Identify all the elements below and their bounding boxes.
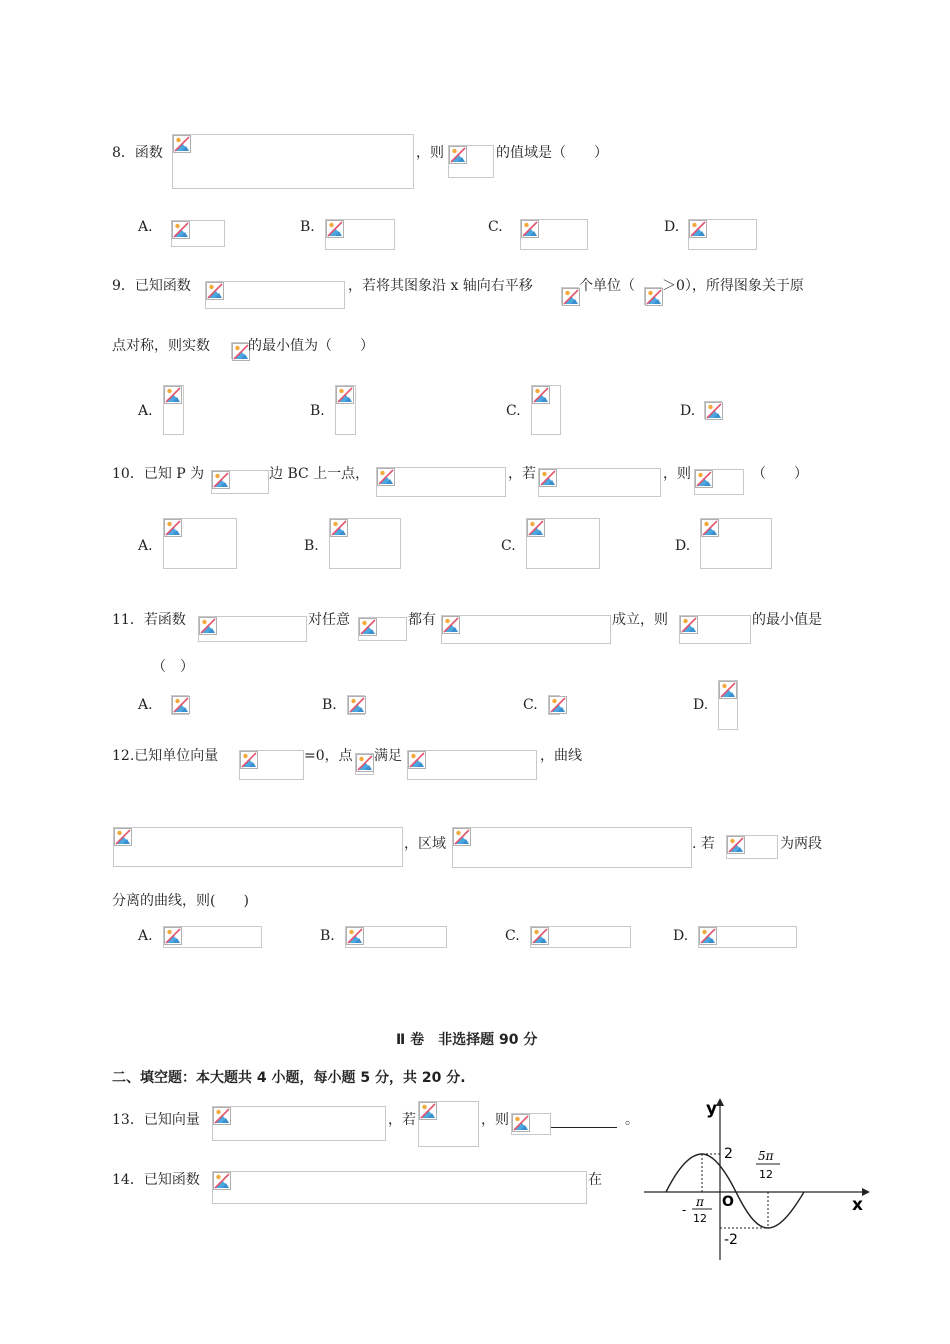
origin-label: O <box>722 1194 734 1210</box>
formula-image <box>452 827 692 868</box>
formula-image <box>418 1101 479 1147</box>
broken-image-icon <box>527 519 545 537</box>
broken-image-icon <box>512 1114 530 1132</box>
q13-text: 13．已知向量 <box>112 1112 200 1128</box>
broken-image-icon <box>701 519 719 537</box>
option-image <box>526 518 600 569</box>
formula-image <box>448 145 494 178</box>
option-image <box>520 219 588 250</box>
option-image <box>345 926 447 948</box>
answer-blank <box>551 1127 617 1128</box>
q14-text: 在 <box>588 1172 602 1188</box>
q8-prefix: 8．函数 <box>112 145 163 161</box>
broken-image-icon <box>449 146 467 164</box>
option-image <box>163 518 237 569</box>
broken-image-icon <box>336 386 354 404</box>
x-right-numerator: 5π <box>758 1149 774 1163</box>
formula-image <box>441 615 611 644</box>
broken-image-icon <box>206 282 224 300</box>
broken-image-icon <box>199 617 217 635</box>
broken-image-icon <box>727 836 745 854</box>
x-left-numerator: π <box>696 1195 704 1209</box>
broken-image-icon <box>645 288 663 306</box>
option-c: C. <box>505 928 520 944</box>
q9-text: ＞0），所得图象关于原 <box>662 278 804 294</box>
formula-image <box>212 1106 386 1141</box>
broken-image-icon <box>531 927 549 945</box>
formula-image <box>205 281 345 309</box>
option-b: B. <box>310 403 325 419</box>
option-image <box>530 926 631 948</box>
broken-image-icon <box>719 681 737 699</box>
broken-image-icon <box>562 288 580 306</box>
q12-text: ，区域 <box>404 836 446 852</box>
formula-image <box>376 467 506 497</box>
option-image <box>704 401 722 419</box>
formula-image <box>198 616 307 642</box>
q11-text: 对任意 <box>308 612 350 628</box>
q10-text: （ ） <box>752 466 808 482</box>
broken-image-icon <box>173 135 191 153</box>
formula-image <box>644 287 662 305</box>
y-max-label: 2 <box>724 1146 733 1162</box>
broken-image-icon <box>114 828 132 846</box>
option-image <box>718 680 738 730</box>
q10-text: ，则 <box>663 466 691 482</box>
option-image <box>548 695 560 715</box>
q9-text: ，若将其图象沿 x 轴向右平移 <box>348 278 533 294</box>
broken-image-icon <box>705 402 723 420</box>
option-b: B. <box>300 219 315 235</box>
formula-image <box>358 617 407 641</box>
option-image <box>163 385 184 435</box>
q9-text: 个单位（ <box>579 278 635 294</box>
option-b: B. <box>322 697 337 713</box>
broken-image-icon <box>326 220 344 238</box>
formula-image <box>694 469 744 495</box>
broken-image-icon <box>346 927 364 945</box>
option-image <box>335 385 356 435</box>
q8-suffix: 的值域是（ ） <box>496 145 608 161</box>
broken-image-icon <box>330 519 348 537</box>
broken-image-icon <box>680 616 698 634</box>
q12-text: . 若 <box>692 836 715 852</box>
formula-image <box>113 827 403 867</box>
broken-image-icon <box>164 519 182 537</box>
q12-text: 分离的曲线，则( ) <box>112 893 249 909</box>
broken-image-icon <box>549 696 567 714</box>
option-image <box>329 518 401 569</box>
q8-mid: ，则 <box>416 145 444 161</box>
option-a: A. <box>138 697 153 713</box>
broken-image-icon <box>164 927 182 945</box>
broken-image-icon <box>377 468 395 486</box>
option-d: D. <box>673 928 689 944</box>
broken-image-icon <box>453 828 471 846</box>
broken-image-icon <box>212 471 230 489</box>
option-c: C. <box>506 403 521 419</box>
option-b: B. <box>320 928 335 944</box>
q13-text: 。 <box>625 1112 639 1128</box>
broken-image-icon <box>699 927 717 945</box>
q10-text: ，若 <box>508 466 536 482</box>
x-left-minus: - <box>682 1203 687 1217</box>
q9-text: 的最小值为（ ） <box>248 338 374 354</box>
broken-image-icon <box>213 1172 231 1190</box>
broken-image-icon <box>532 386 550 404</box>
option-d: D. <box>675 538 691 554</box>
option-image <box>698 926 797 948</box>
q12-text: ，曲线 <box>540 748 582 764</box>
q11-text: 都有 <box>408 612 436 628</box>
option-a: A. <box>138 403 153 419</box>
x-left-denominator: 12 <box>693 1212 707 1225</box>
formula-image <box>172 134 414 189</box>
formula-image <box>561 287 579 305</box>
option-image <box>700 518 772 569</box>
formula-image <box>511 1113 551 1135</box>
broken-image-icon <box>172 696 190 714</box>
option-image <box>171 220 225 247</box>
sine-graph-figure <box>640 1092 870 1264</box>
option-a: A. <box>138 219 153 235</box>
x-axis-arrow-icon <box>862 1188 870 1196</box>
broken-image-icon <box>172 221 190 239</box>
broken-image-icon <box>240 751 258 769</box>
y-min-label: -2 <box>724 1232 738 1248</box>
option-d: D. <box>664 219 680 235</box>
q11-text: （ ） <box>152 659 194 675</box>
broken-image-icon <box>213 1107 231 1125</box>
option-a: A. <box>138 928 153 944</box>
option-c: C. <box>501 538 516 554</box>
sine-curve <box>666 1154 804 1228</box>
q14-text: 14．已知函数 <box>112 1172 200 1188</box>
broken-image-icon <box>356 754 374 772</box>
broken-image-icon <box>348 696 366 714</box>
x-right-denominator: 12 <box>759 1168 773 1181</box>
section-subtitle: 二、填空题：本大题共 4 小题，每小题 5 分，共 20 分. <box>112 1070 466 1086</box>
q12-text: 12.已知单位向量 <box>112 748 219 764</box>
option-image <box>163 926 262 948</box>
q9-text: 点对称，则实数 <box>112 338 210 354</box>
broken-image-icon <box>689 220 707 238</box>
formula-image <box>231 342 248 359</box>
q11-text: 的最小值是 <box>752 612 822 628</box>
q12-text: 为两段 <box>780 836 822 852</box>
option-d: D. <box>680 403 696 419</box>
option-c: C. <box>488 219 503 235</box>
broken-image-icon <box>521 220 539 238</box>
broken-image-icon <box>539 469 557 487</box>
q9-text: 9．已知函数 <box>112 278 191 294</box>
formula-image <box>211 470 269 494</box>
option-a: A. <box>138 538 153 554</box>
q13-text: ，若 <box>388 1112 416 1128</box>
option-image <box>531 385 561 435</box>
section-title: Ⅱ 卷 非选择题 90 分 <box>396 1032 538 1048</box>
option-image <box>347 695 365 715</box>
broken-image-icon <box>695 470 713 488</box>
broken-image-icon <box>442 616 460 634</box>
q11-text: 成立，则 <box>612 612 668 628</box>
broken-image-icon <box>164 386 182 404</box>
formula-image <box>679 615 751 644</box>
option-image <box>171 695 189 715</box>
option-b: B. <box>304 538 319 554</box>
y-axis-label: y <box>706 1099 718 1119</box>
q10-text: 边 BC 上一点， <box>269 466 370 482</box>
option-c: C. <box>523 697 538 713</box>
formula-image <box>212 1171 587 1204</box>
x-axis-label: x <box>852 1195 863 1215</box>
formula-image <box>407 750 537 780</box>
option-image <box>688 219 757 250</box>
broken-image-icon <box>408 751 426 769</box>
broken-image-icon <box>419 1102 437 1120</box>
q12-text: 满足 <box>374 748 402 764</box>
option-image <box>325 219 395 250</box>
q13-text: ，则 <box>481 1112 509 1128</box>
option-d: D. <box>693 697 709 713</box>
formula-image <box>538 468 661 497</box>
q11-text: 11．若函数 <box>112 612 186 628</box>
q10-text: 10．已知 P 为 <box>112 466 205 482</box>
broken-image-icon <box>359 618 377 636</box>
q12-text: =0，点 <box>304 748 353 764</box>
formula-image <box>726 835 778 859</box>
formula-image <box>355 753 374 775</box>
y-axis-arrow-icon <box>716 1098 724 1106</box>
formula-image <box>239 750 304 780</box>
